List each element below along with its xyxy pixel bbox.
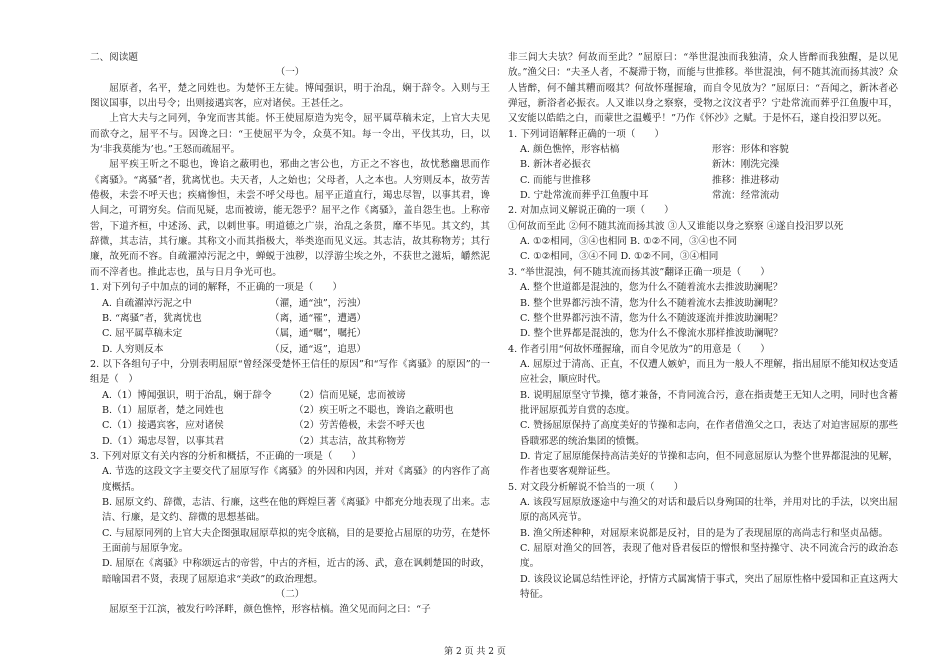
- option-phrase: D. 宁赴常流而葬乎江鱼腹中耳: [520, 190, 649, 202]
- passage2-heading: （二）: [275, 589, 305, 601]
- right-q4-stem: 4. 作者引用“何故怀瑾握瑜，而自令见放为”的用意是（ ）: [508, 343, 770, 355]
- right-q4-option-a: A. 屈原过于清高、正直，不仅遭人嫉妒，而且为一般人不理解，指出屈原不能知权达变适应社会，顺应时代。: [520, 358, 898, 386]
- option-part-1: D.（1）竭忠尽智，以事其君: [102, 435, 225, 447]
- option-phrase: A. 颜色憔悴，形容枯槁: [520, 144, 620, 156]
- left-q2-option-c: [90, 418, 490, 433]
- passage1-para-2: 上官大夫与之同列，争宠而害其能。怀王使屈原造为宪令，屈平属草稿未定，上官大夫见而欲夺之，屈平不与。因谗之曰：“王使屈平为令，众莫不知。每一令出，平伐其功，曰，以为‘非我莫能为’也。”王怒而疏屈平。: [90, 113, 490, 156]
- option-part-1: B.（1）屈原者，楚之同姓也: [102, 404, 224, 416]
- right-q3-option-b: B. 整个世界都污浊不清，您为什么不随着流水去推波助澜呢？: [520, 297, 783, 309]
- option-note: （濯，通“浊”，污浊）: [270, 297, 367, 309]
- right-q4-option-d: D. 肯定了屈原能保持高洁美好的节操和志向，但不同意屈原认为整个世界都混浊的见解，作者也要客观辩证些。: [520, 450, 899, 478]
- option-gloss: 常流：经常流动: [712, 190, 780, 202]
- right-column: [508, 50, 898, 602]
- option-part-2: （2）劳苦倦极，未尝不呼天也: [294, 420, 425, 432]
- right-q1-stem: 1. 下列词语解释正确的一项（ ）: [508, 128, 665, 140]
- left-q2-option-b: [90, 403, 490, 418]
- right-q5-option-a: A. 该段写屈原放逐途中与渔父的对话和最后以身殉国的壮举，并用对比的手法，以突出屈原的高风亮节。: [520, 496, 898, 524]
- option-text: C. 屈平属草稿未定: [102, 328, 183, 340]
- right-q5-option-d: D. 该段议论属总结性评论，抒情方式属寓情于事式，突出了屈原性格中爱国和正直这两大特征。: [520, 573, 899, 601]
- passage1-para-3: 屈平疾王听之不聪也，谗谄之蔽明也，邪曲之害公也，方正之不容也，故忧愁幽思而作《离骚》。“离骚”者，犹离忧也。夫天者，人之始也；父母者，人之本也。人穷则反本，故劳苦倦极，未尝不呼天也；疾痛惨怛，未尝不呼父母也。屈平正道直行，竭忠尽智，以事其君，谗人间之，可谓穷矣。信而见疑，忠而被谤，能无怨乎？屈平之作《离骚》，盖自怨生也。上称帝喾，下道齐桓，中述汤、武，以刺世事。明道德之广崇，治乱之条贯，靡不毕见。其文约，其辞微，其志洁，其行廉。其称文小而其指极大，举类迩而见义远。其志洁，故其称物芳；其行廉，故死而不容。自疏濯淖污泥之中，蝉蜕于浊秽，以浮游尘埃之外，不获世之滋垢，皭然泥而不滓者也。推此志也，虽与日月争光可也。: [90, 159, 490, 278]
- left-q3-option-d: D. 屈原在《离骚》中称颂远古的帝喾，中古的齐桓，近古的汤、武，意在讽刺楚国的时政，暗喻国君不贤，表现了屈原追求“美政”的政治理想。: [102, 558, 490, 585]
- right-q4-option-b: B. 说明屈原坚守节操，德才兼备，不肯同流合污，意在指责楚王无知人之明，同时也含蓄批评屈原孤芳自赏的态度。: [520, 389, 898, 416]
- right-q1-option-c: [508, 173, 898, 188]
- right-q5-option-b: B. 渔父所述种种，对屈原来说都是反衬，目的是为了表现屈原的高尚志行和坚贞品德。: [520, 527, 889, 539]
- left-q2-option-a: [90, 388, 490, 403]
- section-title: 二、阅读题: [90, 52, 138, 63]
- left-q3-option-c: C. 与屈原同列的上官大夫企图强取屈原草拟的宪令底稿，目的是要抢占屈原的功劳，在楚怀王面前与屈原争宠。: [102, 527, 490, 554]
- option-note: （反，通“返”，追思）: [270, 343, 367, 355]
- right-q2-stem: 2. 对加点词义解说正确的一项（ ）: [508, 205, 674, 217]
- left-q1-option-b: [90, 311, 490, 326]
- left-q1-option-d: [90, 342, 490, 357]
- right-q5-stem: 5. 对文段分析解说不恰当的一项（ ）: [508, 481, 684, 493]
- option-text: D. 人穷则反本: [102, 343, 164, 355]
- passage2-continued: 非三闾大夫欤？何故而至此？”屈原曰：“举世混浊而我独清，众人皆醉而我独醒，是以见放。”渔父曰：“夫圣人者，不凝滞于物，而能与世推移。举世混浊，何不随其流而扬其波？众人皆醉，何不餔其糟而啜其？何故怀瑾握瑜，而自令见放为？”屈原曰：“吾闻之，新沐者必弹冠，新浴者必振衣。人又谁以身之察察，受物之汶汶者乎？宁赴常流而葬乎江鱼腹中耳，又安能以皓皓之白，而蒙世之温蠖乎！”乃作《怀沙》之赋。于是怀石，遂自投汨罗以死。: [508, 52, 898, 125]
- option-part-1: A.（1）博闻强识，明于治乱，娴于辞令: [102, 389, 272, 401]
- passage1-para-1: 屈原者，名平，楚之同姓也。为楚怀王左徒。博闻强识，明于治乱，娴于辞令。入则与王图议国事，以出号令；出则接遇宾客，应对诸侯。王甚任之。: [90, 82, 490, 110]
- option-gloss: 推移：推进移动: [712, 174, 780, 186]
- left-q3-option-b: B. 屈原文约、辞微，志洁、行廉，这些在他的辉煌巨著《离骚》中都充分地表现了出来。志洁、行廉，是文约、辞微的思想基础。: [102, 496, 490, 524]
- option-part-2: （2）其志洁，故其称物芳: [294, 435, 406, 447]
- left-q2-option-d: [90, 434, 490, 449]
- option-part-2: （2）信而见疑，忠而被谤: [294, 389, 406, 401]
- right-q2-options-ab: A. ①②相同，③④也相同 B. ①②不同，③④也不同: [520, 236, 738, 248]
- right-q1-option-a: [508, 142, 898, 157]
- right-q2-options-cd: C. ①②相同，③④不同 D. ①②不同，③④相同: [520, 251, 719, 263]
- right-q3-option-c: C. 整个世界都污浊不清，您为什么不随波逐流并推波助澜呢？: [520, 312, 783, 324]
- option-gloss: 形容：形体和容貌: [712, 144, 789, 156]
- left-q2-stem: 2. 以下各组句子中，分别表明屈原“曾经深受楚怀王信任的原因”和“写作《离骚》的原因”的一组是（ ）: [90, 358, 490, 386]
- right-q3-option-d: D. 整个世界都是混浊的，您为什么不像流水那样推波助澜呢？: [520, 328, 783, 340]
- page-footer: 第 2 页 共 2 页: [444, 647, 506, 657]
- passage2-start: 屈原至于江滨，被发行吟泽畔，颜色憔悴，形容枯槁。渔父见而问之曰：“子: [109, 604, 431, 616]
- left-q1-stem: 1. 对下列句子中加点的词的解释，不正确的一项是（ ）: [90, 282, 343, 294]
- option-gloss: 新沐：刚洗完澡: [712, 159, 780, 171]
- left-q1-option-a: [90, 296, 490, 311]
- passage1-heading: （一）: [275, 67, 305, 79]
- option-phrase: C. 而能与世推移: [520, 174, 591, 186]
- right-q5-option-c: C. 屈原对渔父的回答，表现了他对昏君佞臣的憎恨和坚持操守、决不同流合污的政治态度。: [520, 543, 898, 570]
- option-note: （属，通“嘱”，嘱托）: [270, 328, 367, 340]
- option-note: （离，通“罹”，遭遇）: [270, 312, 367, 324]
- right-q3-stem: 3. “举世混浊，何不随其流而扬其波”翻译正确一项是（ ）: [508, 266, 770, 278]
- left-q1-option-c: [90, 326, 490, 341]
- right-q2-items: ①何故而至此 ②何不随其流而扬其波 ③人又谁能以身之察察 ④遂自投汨罗以死: [508, 220, 844, 232]
- right-q3-option-a: A. 整个世道都是混浊的，您为什么不随着流水去推波助澜呢？: [520, 282, 783, 294]
- right-q4-option-c: C. 赞扬屈原保持了高度美好的节操和志向，在作者借渔父之口，表达了对迫害屈原的那些昏聩邪恶的统治集团的愤慨。: [520, 420, 898, 447]
- option-text: B. “离骚”者，犹离忧也: [102, 312, 202, 324]
- left-column: [90, 50, 490, 618]
- option-text: A. 自疏濯淖污泥之中: [102, 297, 192, 309]
- left-q3-stem: 3. 下列对原文有关内容的分析和概括，不正确的一项是（ ）: [90, 450, 362, 462]
- right-q1-option-d: [508, 188, 898, 203]
- option-phrase: B. 新沐者必振衣: [520, 159, 591, 171]
- left-q3-option-a: A. 节选的这段文字主要交代了屈原写作《离骚》的外因和内因，并对《离骚》的内容作了高度概括。: [102, 466, 490, 493]
- right-q1-option-b: [508, 157, 898, 172]
- option-part-1: C.（1）接遇宾客，应对诸侯: [102, 420, 224, 432]
- option-part-2: （2）疾王听之不聪也，谗谄之蔽明也: [294, 404, 454, 416]
